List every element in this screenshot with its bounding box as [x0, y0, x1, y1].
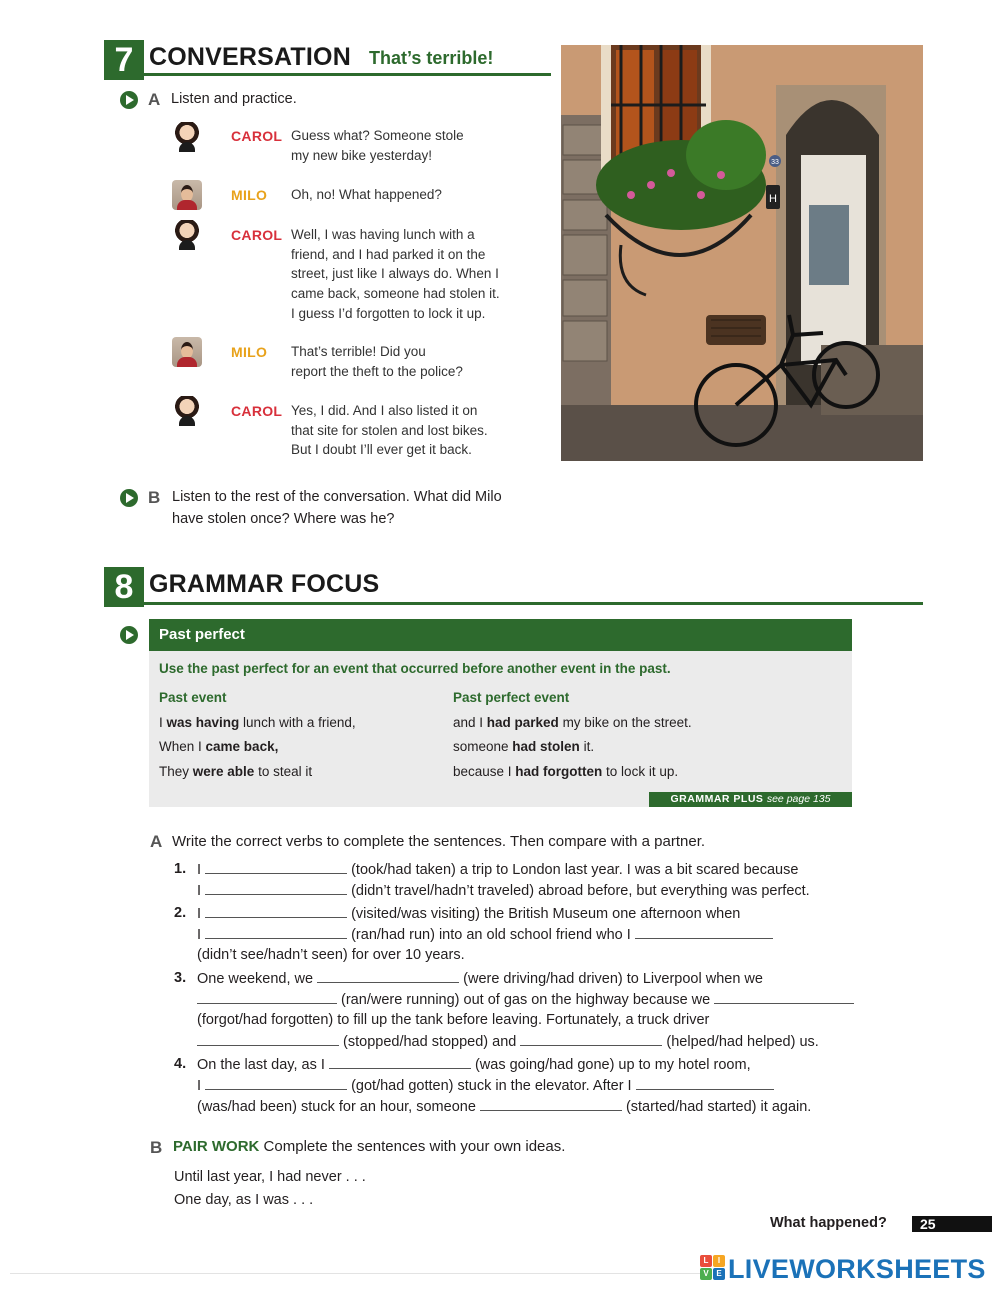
carol-avatar-icon: [172, 396, 202, 426]
building-plaque-letter: H: [769, 193, 777, 205]
past-event-cell: I was having lunch with a friend,: [159, 715, 356, 730]
exercise-line: I (didn’t travel/hadn’t traveled) abroad before, but everything was perfect.: [197, 883, 810, 899]
section-7-title: CONVERSATION: [149, 43, 351, 71]
answer-blank[interactable]: [635, 926, 773, 939]
answer-blank[interactable]: [329, 1056, 471, 1069]
section-7-subtitle: That’s terrible!: [369, 48, 494, 68]
col-past-perfect-header: Past perfect event: [453, 690, 570, 705]
exercise-b-instruction: PAIR WORK Complete the sentences with your own ideas.: [173, 1138, 566, 1155]
grammar-plus-link[interactable]: GRAMMAR PLUS see page 135: [649, 792, 852, 807]
exercise-line: One weekend, we (were driving/had driven) to Liverpool when we: [197, 971, 763, 987]
exercise-line: (was/had been) stuck for an hour, someone (started/had started) it again.: [197, 1099, 812, 1115]
exercise-line: (stopped/had stopped) and (helped/had helped) us.: [197, 1033, 819, 1050]
dialogue-line: That’s terrible! Did you report the theft to the police?: [291, 344, 463, 379]
exercise-line: (didn’t see/hadn’t seen) for over 10 years.: [197, 947, 465, 963]
answer-blank[interactable]: [480, 1098, 622, 1111]
answer-blank[interactable]: [205, 861, 347, 874]
exercise-item-number: 3.: [174, 970, 187, 986]
exercise-line: I (visited/was visiting) the British Museum one afternoon when: [197, 906, 741, 922]
part-a-letter: A: [148, 90, 161, 109]
watermark-divider: [10, 1273, 700, 1274]
exercise-line: On the last day, as I (was going/had gone) up to my hotel room,: [197, 1057, 751, 1073]
part-a-instruction: Listen and practice.: [171, 91, 297, 107]
section-7-rule: [144, 73, 551, 76]
speaker-carol: CAROL: [231, 128, 283, 144]
speaker-milo: MILO: [231, 344, 268, 360]
grammar-box: [149, 619, 852, 807]
answer-blank[interactable]: [714, 991, 854, 1004]
past-event-cell: When I came back,: [159, 739, 279, 754]
answer-blank[interactable]: [636, 1077, 774, 1090]
dialogue-line: Guess what? Someone stole my new bike yesterday!: [291, 128, 464, 163]
page-number: 25: [912, 1216, 992, 1232]
exercise-line: I (got/had gotten) stuck in the elevator. After I: [197, 1077, 774, 1094]
exercise-item-number: 1.: [174, 861, 187, 877]
exercise-a-instruction: Write the correct verbs to complete the sentences. Then compare with a partner.: [172, 833, 706, 850]
exercise-a-letter: A: [150, 832, 163, 851]
part-b-instruction-line1: Listen to the rest of the conversation. What did Milo: [172, 489, 502, 505]
past-perfect-cell: and I had parked my bike on the street.: [453, 715, 692, 730]
answer-blank[interactable]: [205, 905, 347, 918]
bicycle-street-photo: [561, 45, 923, 461]
speaker-carol: CAROL: [231, 227, 283, 243]
section-8-rule: [144, 602, 923, 605]
exercise-line: I (took/had taken) a trip to London last year. I was a bit scared because: [197, 862, 799, 878]
carol-avatar-icon: [172, 220, 202, 250]
prompt-line: One day, as I was . . .: [174, 1192, 314, 1208]
play-audio-7a-icon[interactable]: [120, 91, 138, 109]
prompt-line: Until last year, I had never . . .: [174, 1169, 366, 1185]
answer-blank[interactable]: [197, 1033, 339, 1046]
answer-blank[interactable]: [205, 1077, 347, 1090]
exercise-line: (forgot/had forgotten) to fill up the tank before leaving. Fortunately, a truck driver: [197, 1012, 710, 1028]
part-b-letter: B: [148, 488, 161, 507]
photo-illustration: [561, 45, 923, 461]
milo-avatar-icon: [172, 337, 202, 367]
carol-avatar-icon: [172, 122, 202, 152]
exercise-item-number: 2.: [174, 905, 187, 921]
answer-blank[interactable]: [205, 882, 347, 895]
milo-avatar-icon: [172, 180, 202, 210]
liveworksheets-logo-icon: L I V E: [700, 1255, 726, 1281]
liveworksheets-watermark: LIVEWORKSHEETS: [728, 1254, 986, 1284]
footer-unit-title: What happened?: [770, 1215, 887, 1231]
play-audio-7b-icon[interactable]: [120, 489, 138, 507]
answer-blank[interactable]: [205, 926, 347, 939]
past-perfect-cell: because I had forgotten to lock it up.: [453, 764, 679, 779]
past-perfect-cell: someone had stolen it.: [453, 739, 595, 754]
col-past-event-header: Past event: [159, 690, 227, 705]
exercise-item-number: 4.: [174, 1056, 187, 1072]
answer-blank[interactable]: [317, 970, 459, 983]
exercise-line: I (ran/had run) into an old school friend who I: [197, 926, 773, 943]
grammar-box-heading: Past perfect: [149, 619, 852, 651]
section-8-number: 8: [104, 567, 144, 607]
building-house-number: 33: [771, 159, 779, 166]
dialogue-line: Well, I was having lunch with a friend, and I had parked it on the street, just like I always do. When I came back, someone had stolen it. I guess I’d forgotten to lock it up.: [291, 227, 500, 321]
answer-blank[interactable]: [197, 991, 337, 1004]
exercise-b-letter: B: [150, 1138, 163, 1157]
dialogue-line: Yes, I did. And I also listed it on that site for stolen and lost bikes. But I doubt I’ll ever get it back.: [291, 403, 488, 458]
speaker-milo: MILO: [231, 187, 268, 203]
dialogue-line: Oh, no! What happened?: [291, 187, 442, 202]
section-8-title: GRAMMAR FOCUS: [149, 570, 380, 598]
speaker-carol: CAROL: [231, 403, 283, 419]
past-event-cell: They were able to steal it: [159, 764, 313, 779]
exercise-line: (ran/were running) out of gas on the highway because we: [197, 991, 854, 1008]
answer-blank[interactable]: [520, 1033, 662, 1046]
grammar-rule: Use the past perfect for an event that occurred before another event in the past.: [159, 661, 671, 676]
play-audio-8-icon[interactable]: [120, 626, 138, 644]
section-7-number: 7: [104, 40, 144, 80]
part-b-instruction-line2: have stolen once? Where was he?: [172, 511, 395, 527]
